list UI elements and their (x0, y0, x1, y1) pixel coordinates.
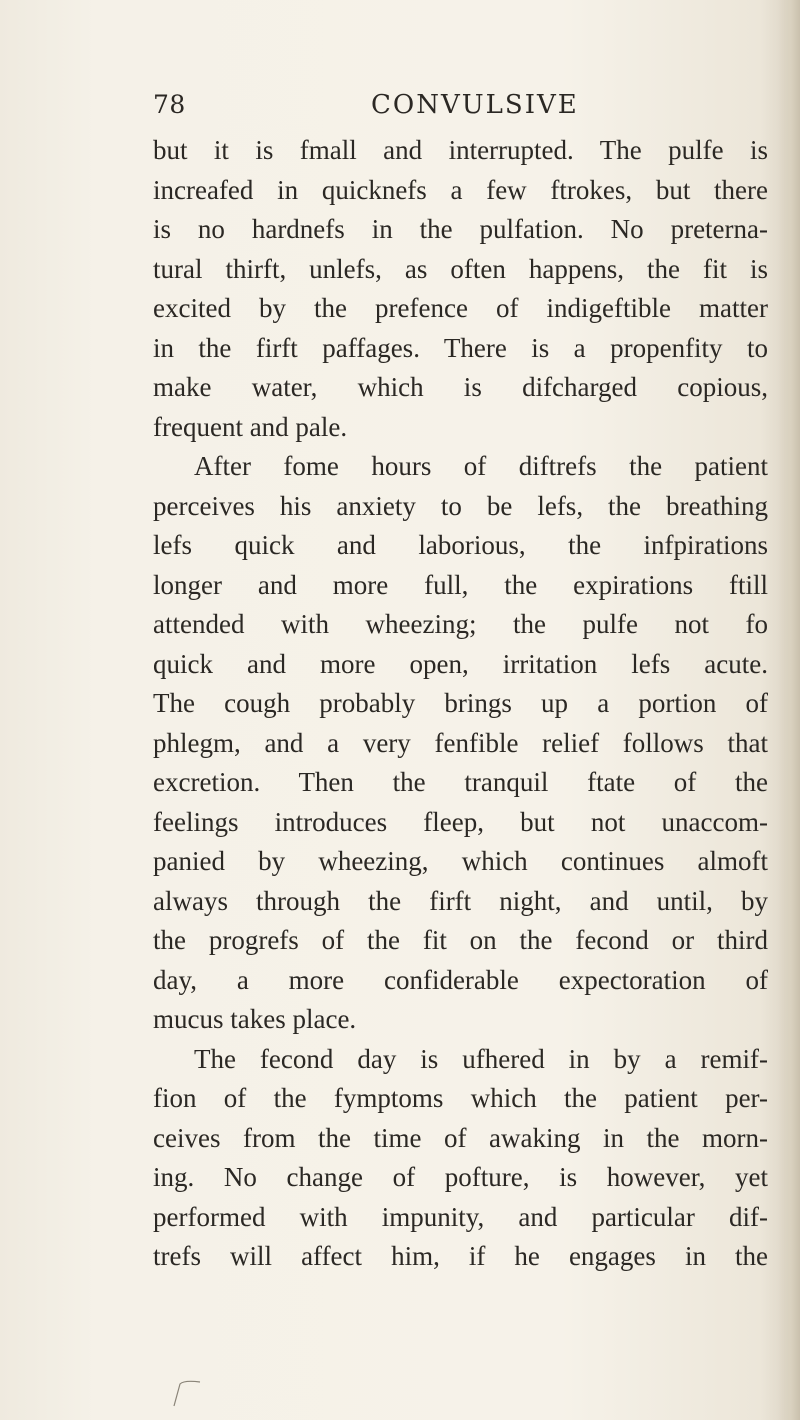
text-line: fion of the fymptoms which the patient per- (153, 1083, 768, 1113)
text-line: ing. No change of pofture, is however, yet (153, 1162, 768, 1192)
text-line: perceives his anxiety to be lefs, the breathing (153, 490, 768, 521)
text-line: phlegm, and a very fenfible relief follows that (153, 727, 768, 758)
text-line: frequent and pale. (153, 411, 348, 442)
pencil-mark (170, 1378, 210, 1408)
page-header (153, 90, 713, 130)
page-edge-shadow (778, 0, 800, 1420)
text-line: longer and more full, the expirations ftill (153, 569, 768, 600)
text-line: increafed in quicknefs a few ftrokes, but there (153, 174, 768, 205)
page-number: 78 (153, 90, 186, 119)
text-line: The fecond day is ufhered in by a remif- (194, 1043, 768, 1074)
text-line: in the firft paffages. There is a propenfity to (153, 332, 768, 363)
text-line: mucus takes place. (153, 1004, 357, 1034)
text-line: is no hardnefs in the pulfation. No preterna- (153, 214, 768, 244)
text-line: feelings introduces fleep, but not unaccom- (153, 806, 768, 837)
body-text (153, 131, 773, 1277)
running-head: CONVULSIVE (371, 90, 579, 120)
text-line: day, a more confiderable expectoration of (153, 964, 768, 995)
text-line: performed with impunity, and particular dif- (153, 1201, 768, 1232)
text-line: lefs quick and laborious, the infpirations (153, 530, 768, 560)
text-line: The cough probably brings up a portion of (153, 688, 768, 718)
text-line: excited by the prefence of indigeftible matter (153, 293, 768, 323)
text-line: quick and more open, irritation lefs acute. (153, 648, 768, 679)
text-line: the progrefs of the fit on the fecond or third (153, 925, 768, 955)
text-line: tural thirft, unlefs, as often happens, the fit is (153, 253, 768, 284)
text-line: trefs will affect him, if he engages in the (153, 1241, 768, 1271)
text-line: but it is fmall and interrupted. The pulfe is (153, 135, 768, 165)
text-line: excretion. Then the tranquil ftate of the (153, 767, 768, 797)
text-line: ceives from the time of awaking in the morn- (153, 1122, 768, 1153)
text-line: panied by wheezing, which continues almoft (153, 846, 768, 876)
text-line: attended with wheezing; the pulfe not fo (153, 609, 768, 639)
text-line: After fome hours of diftrefs the patient (194, 451, 768, 481)
text-line: always through the firft night, and until, by (153, 885, 768, 916)
text-line: make water, which is difcharged copious, (153, 372, 768, 402)
